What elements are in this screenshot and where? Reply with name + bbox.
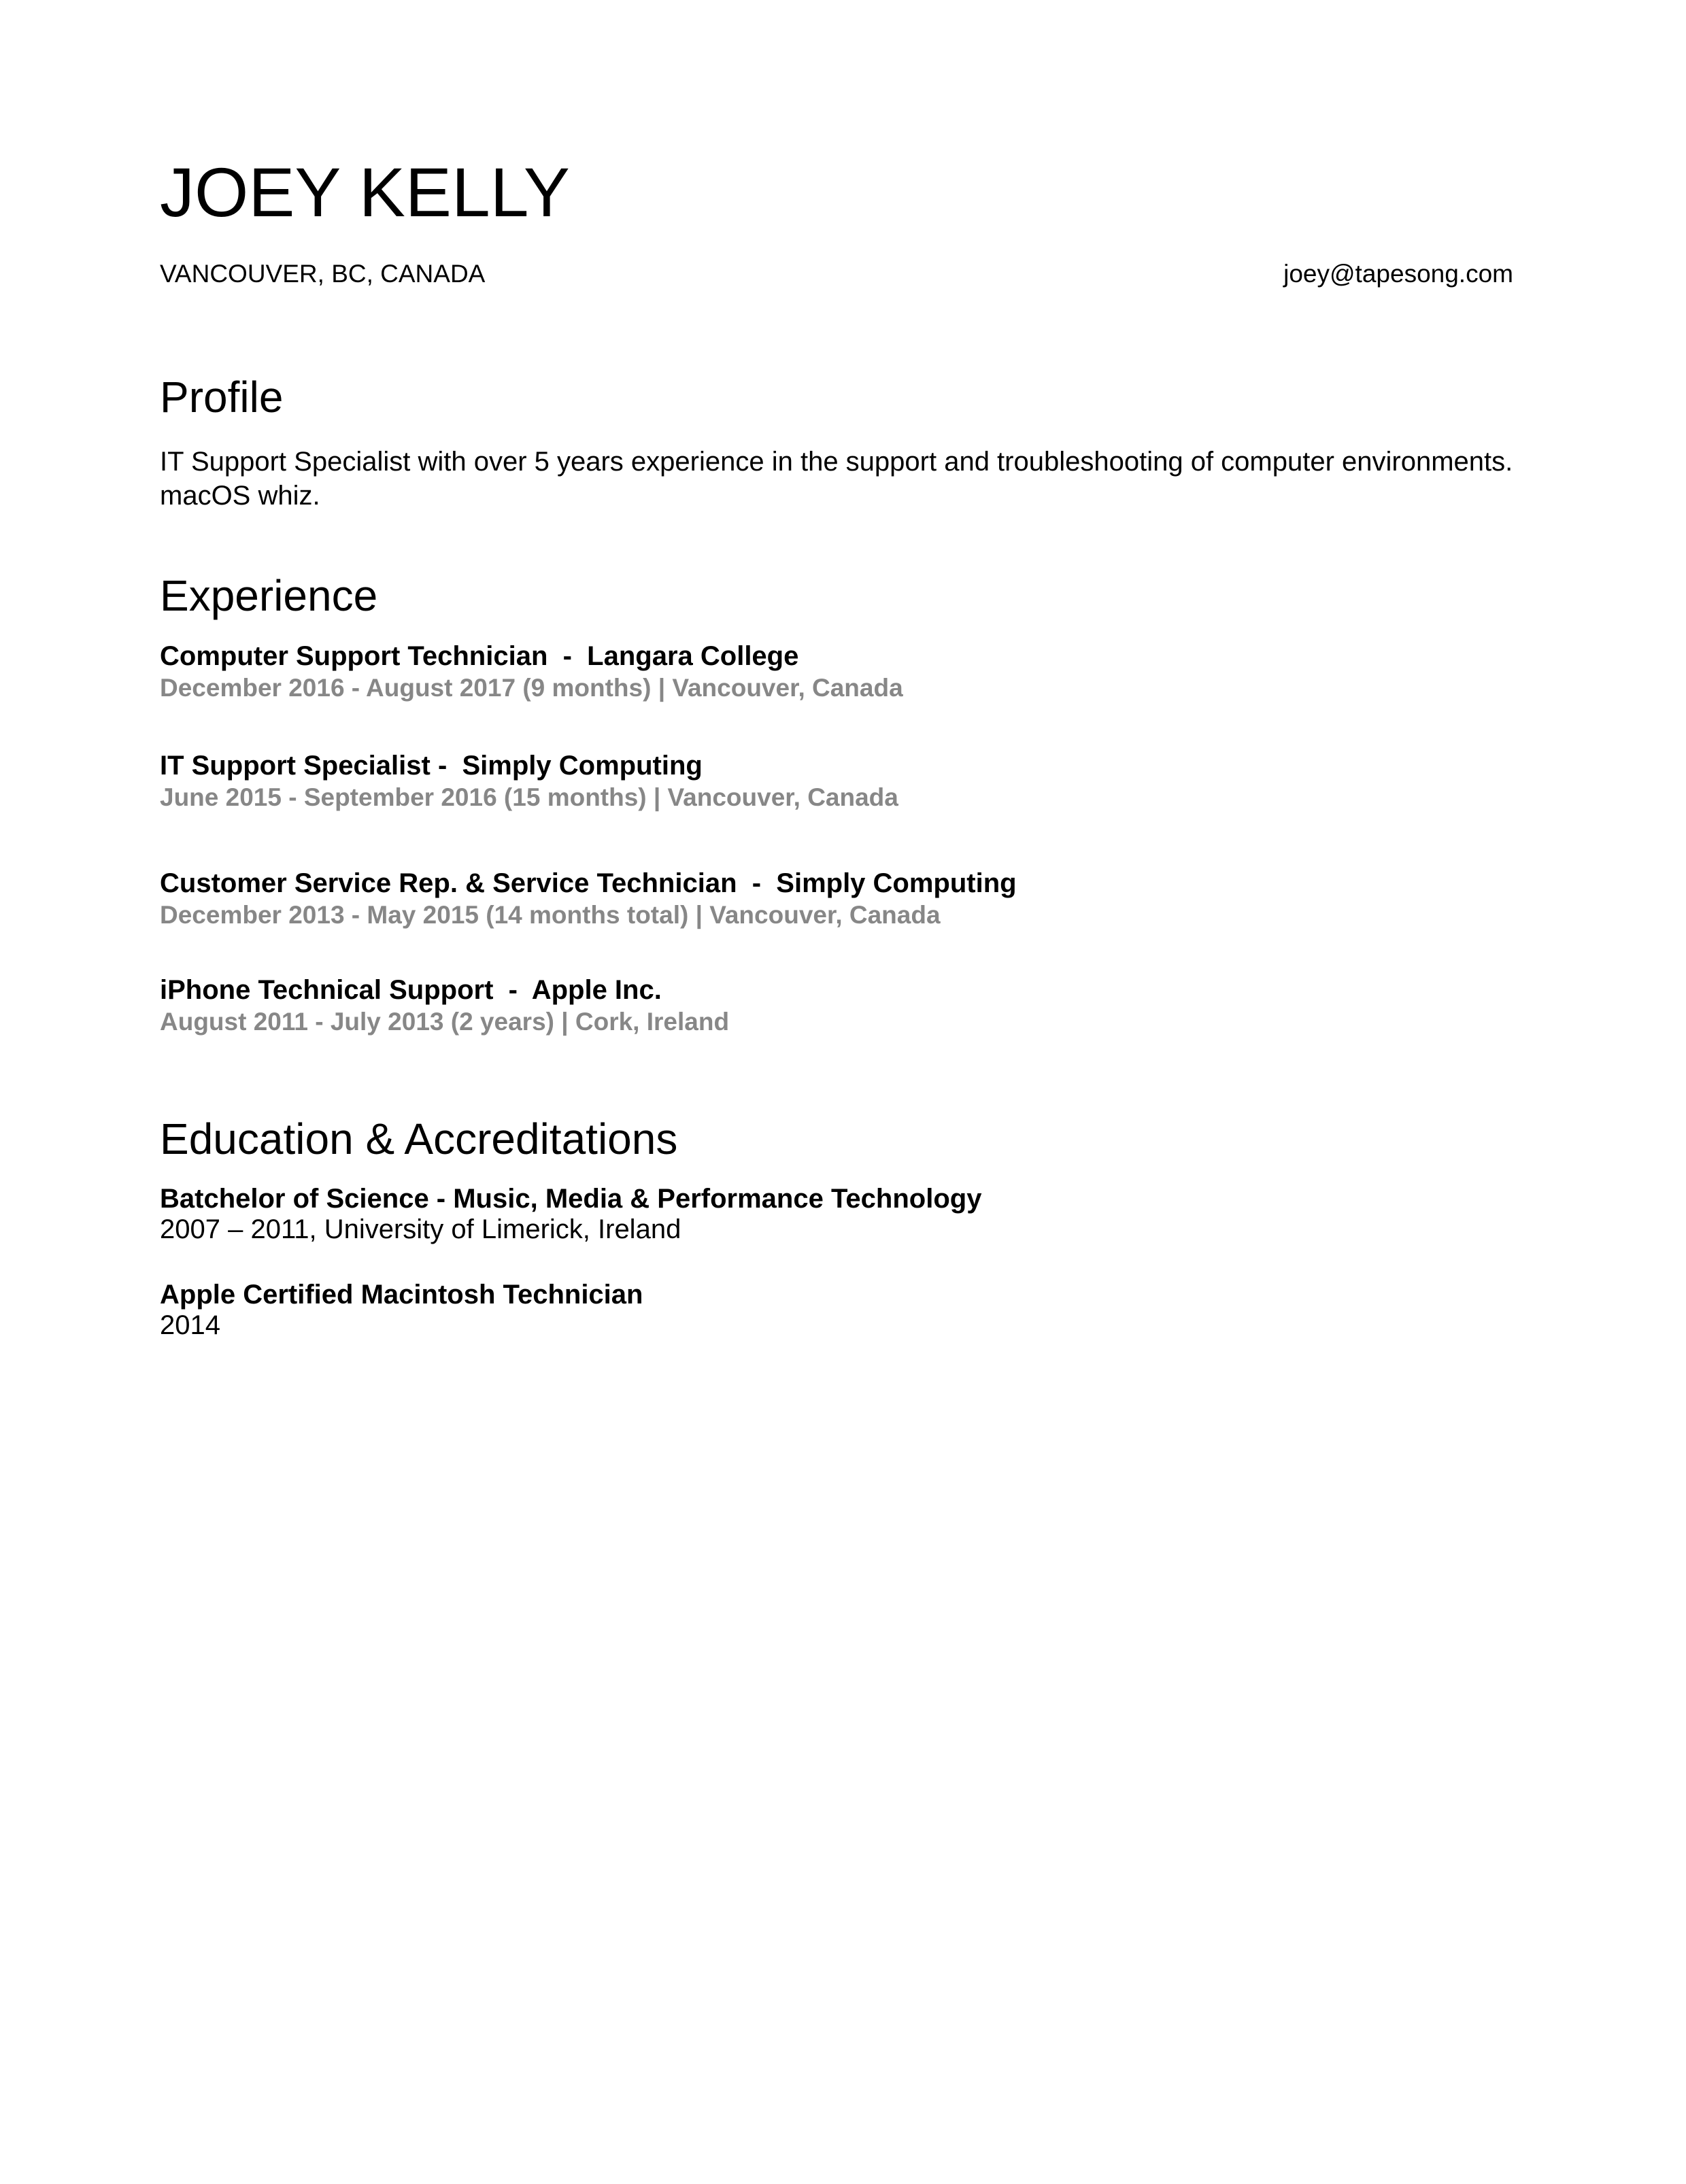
- experience-item: [160, 640, 1520, 704]
- experience-heading: Experience: [160, 571, 378, 620]
- candidate-name: JOEY KELLY: [160, 154, 570, 231]
- location: VANCOUVER, BC, CANADA: [160, 260, 486, 288]
- experience-title: iPhone Technical Support - Apple Inc.: [160, 975, 662, 1005]
- profile-text: IT Support Specialist with over 5 years experience in the support and troubleshooting of computer environments. macOS whiz.: [160, 447, 1513, 511]
- education-title: Batchelor of Science - Music, Media & Performance Technology: [160, 1184, 982, 1214]
- education-item: [160, 1278, 1520, 1340]
- education-item: [160, 1182, 1520, 1244]
- education-heading: Education & Accreditations: [160, 1114, 678, 1163]
- experience-meta: December 2016 - August 2017 (9 months) | Vancouver, Canada: [160, 674, 903, 702]
- experience-meta: December 2013 - May 2015 (14 months total) | Vancouver, Canada: [160, 901, 941, 929]
- profile-heading: Profile: [160, 373, 284, 422]
- experience-item: [160, 867, 1520, 931]
- experience-meta: August 2011 - July 2013 (2 years) | Cork, Ireland: [160, 1008, 730, 1036]
- education-detail: 2014: [160, 1310, 220, 1340]
- experience-title: IT Support Specialist - Simply Computing: [160, 751, 703, 781]
- experience-item: [160, 749, 1520, 813]
- experience-title: Computer Support Technician - Langara College: [160, 641, 799, 671]
- experience-title: Customer Service Rep. & Service Technician - Simply Computing: [160, 868, 1017, 898]
- email-address: joey@tapesong.com: [1283, 260, 1513, 288]
- education-title: Apple Certified Macintosh Technician: [160, 1280, 643, 1310]
- education-detail: 2007 – 2011, University of Limerick, Ireland: [160, 1214, 681, 1244]
- experience-item: [160, 974, 1520, 1038]
- experience-meta: June 2015 - September 2016 (15 months) | Vancouver, Canada: [160, 783, 898, 811]
